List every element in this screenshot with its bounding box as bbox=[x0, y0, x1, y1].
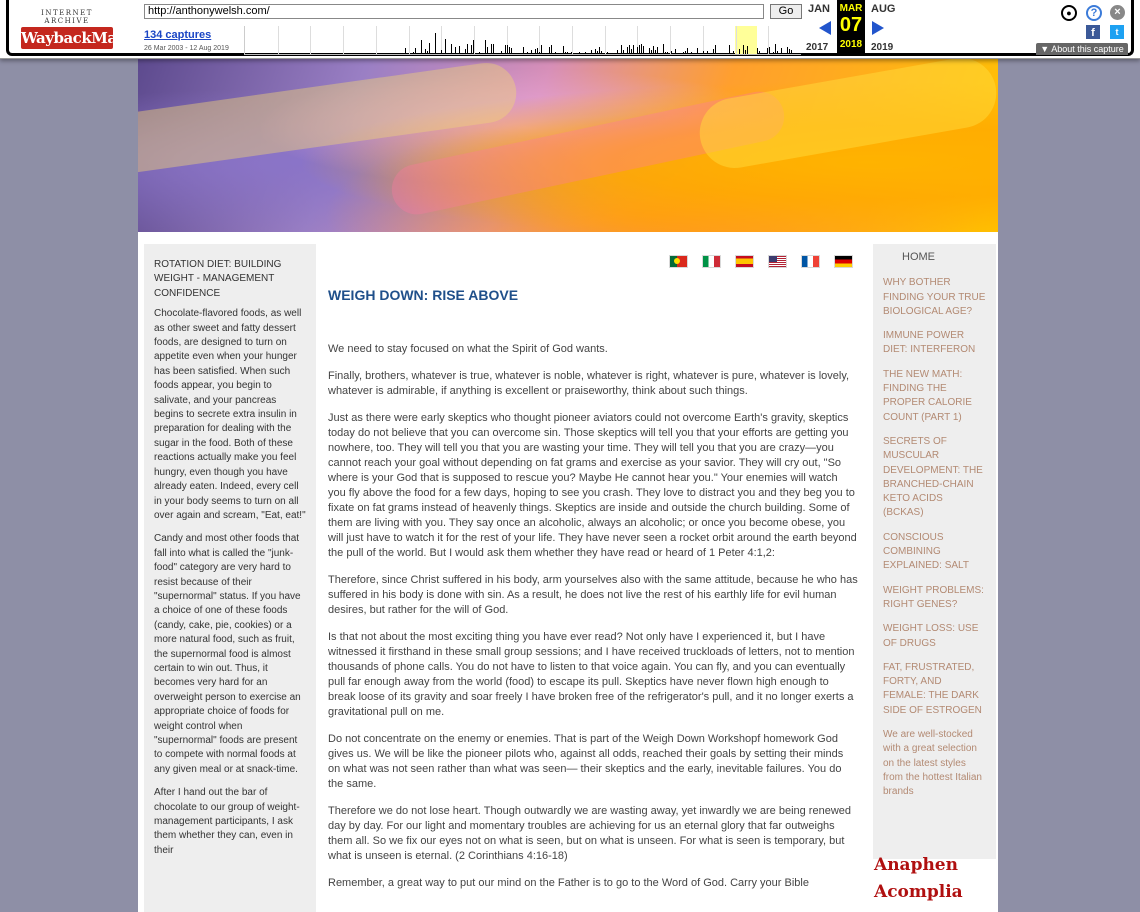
sidebar-article-link[interactable]: IMMUNE POWER DIET: INTERFERON bbox=[883, 330, 976, 356]
sparkline-capture-tick bbox=[775, 44, 776, 54]
sparkline-capture-tick bbox=[491, 44, 492, 54]
article-paragraph: We need to stay focused on what the Spirit of God wants. bbox=[328, 343, 608, 355]
sparkline-capture-tick bbox=[691, 52, 692, 54]
sparkline-capture-tick bbox=[663, 44, 664, 54]
sparkline-capture-tick bbox=[643, 46, 644, 54]
sparkline-capture-tick bbox=[565, 52, 566, 54]
sparkline-capture-tick bbox=[493, 44, 494, 54]
article-paragraph: Just as there were early skeptics who thought pioneer aviators could not overcome Earth's gravity, skeptics today do not believe that you can overcome sin. Those skeptics will tell you that your efforts are getting you nowhere, too. They will tell you that you are wasting your time. They will tell you that you are crazy—you cannot reach your goal without depending on fat grams and exercise as your savior. They will cry out, "So where is your God that is supposed to rescue you? Maybe He cannot hear you." Your enemies will watch you fly above the food for a few days, hoping to see you crash. They love to distract you and they beg you to fixate on fat grams instead of heavenly things. Skeptics are inside and outside the church building. Some of them are living with you. They say once an alcoholic, always an alcoholic; or once you become obese, you will just have to watch it for the rest of your life. They have never seen a rocket orbit around the earth beyond the pull of the world. But I would ask them whether they have read or heard of 1 Peter 4:1,2: bbox=[328, 412, 857, 559]
sparkline-capture-tick bbox=[471, 45, 472, 54]
sparkline-year-divider bbox=[670, 26, 671, 54]
sparkline-capture-tick bbox=[427, 51, 428, 54]
sparkline-capture-tick bbox=[667, 52, 668, 54]
sparkline-year-divider bbox=[343, 26, 344, 54]
sparkline-capture-tick bbox=[555, 52, 556, 54]
spain-flag-icon[interactable] bbox=[736, 256, 753, 267]
sidebar-article-link[interactable]: SECRETS OF MUSCULAR DEVELOPMENT: THE BRANCHED-CHAIN KETO ACIDS (BCKAS) bbox=[883, 435, 983, 519]
article-paragraph: Is that not about the most exciting thing you have ever read? Not only have I experienced it, but I have witnessed it firsthand in these small group sessions; and I have received truckloads of letters, not to mention thousands of phone calls. You do not have to listen to that voice again. You can fly, and you can eventually pull far enough away from the world (food) to escape its pull. Skeptics have never flown high enough to break loose of its gravity and soar freely I have broken free of the refrigerator's pull, and it no longer exerts a gravitational pull on me. bbox=[328, 631, 855, 718]
sparkline-capture-tick bbox=[769, 47, 770, 54]
portugal-flag-icon[interactable] bbox=[670, 256, 687, 267]
sparkline-capture-tick bbox=[441, 50, 442, 54]
sidebar-article-link[interactable]: CONSCIOUS COMBINING EXPLAINED: SALT bbox=[883, 531, 969, 572]
sparkline-capture-tick bbox=[459, 46, 460, 54]
sparkline-capture-tick bbox=[683, 52, 684, 54]
about-capture-button[interactable]: ▼ About this capture bbox=[1036, 43, 1128, 55]
sparkline-capture-tick bbox=[571, 52, 572, 54]
sparkline-capture-tick bbox=[685, 51, 686, 54]
sparkline-capture-tick bbox=[777, 51, 778, 54]
sparkline-year-divider bbox=[572, 26, 573, 54]
sparkline-capture-tick bbox=[633, 45, 634, 54]
article-paragraph: Do not concentrate on the enemy or enemies. That is part of the Weigh Down Workshopf homework God gives us. We will be like the pioneer pilots who, against all odds, reached their goals by setting their minds on what was not seen rather than what was seen— their skeptics and the early, inevitable failures. You do the same. bbox=[328, 733, 844, 790]
sparkline-capture-tick bbox=[511, 48, 512, 54]
sparkline-capture-tick bbox=[435, 33, 436, 54]
wayback-go-button[interactable]: Go bbox=[770, 4, 802, 19]
sparkline-capture-tick bbox=[487, 47, 488, 54]
sparkline-capture-tick bbox=[623, 50, 624, 54]
archived-page bbox=[138, 58, 998, 912]
language-flags bbox=[657, 254, 852, 269]
sparkline-capture-tick bbox=[535, 49, 536, 54]
left-sidebar-paragraph: Candy and most other foods that fall into what is called the "junk-food" category are very hard to resist because of their "supernormal" status. If you have a choice of one of these foods (candy, cake, pie, cookies) or a more natural food, such as fruit, the supernormal food is almost certain to win out. Thus, it becomes very hard for an overweight person to exercise an appropriate choice of foods for weight control when "supernormal" foods are present to compete with normal foods at any given meal or at snack-time. bbox=[154, 533, 301, 775]
sparkline-capture-tick bbox=[767, 48, 768, 54]
sparkline-capture-tick bbox=[743, 45, 744, 54]
brand-link-acomplia[interactable]: Acomplia bbox=[874, 882, 963, 902]
sparkline-capture-tick bbox=[641, 44, 642, 54]
france-flag-icon[interactable] bbox=[802, 256, 819, 267]
sparkline-year-divider bbox=[736, 26, 737, 54]
sparkline-capture-tick bbox=[455, 47, 456, 54]
sparkline-capture-tick bbox=[649, 48, 650, 54]
article-paragraph: Therefore we do not lose heart. Though outwardly we are wasting away, yet inwardly we are being renewed day by day. For our light and momentary troubles are achieving for us an eternal glory that far outweighs them all. So we fix our eyes not on what is seen, but on what is unseen. For what is seen is temporary, but what is unseen is eternal. (2 Corinthians 4:16-18) bbox=[328, 805, 851, 862]
sparkline-capture-tick bbox=[509, 47, 510, 54]
sparkline-capture-tick bbox=[671, 51, 672, 54]
sidebar-article-link[interactable]: WHY BOTHER FINDING YOUR TRUE BIOLOGICAL AGE? bbox=[883, 277, 986, 317]
wayback-current-capture bbox=[837, 0, 865, 56]
sparkline-capture-tick bbox=[539, 52, 540, 54]
sparkline-capture-tick bbox=[651, 50, 652, 54]
wayback-cur-month: MAR bbox=[839, 3, 863, 14]
sparkline-capture-tick bbox=[665, 52, 666, 54]
close-icon[interactable]: × bbox=[1110, 5, 1125, 20]
sparkline-capture-tick bbox=[523, 47, 524, 54]
help-icon[interactable]: ? bbox=[1086, 5, 1102, 21]
sparkline-capture-tick bbox=[507, 45, 508, 54]
sparkline-capture-tick bbox=[657, 47, 658, 54]
wayback-captures-link[interactable]: 134 captures bbox=[144, 29, 212, 41]
wayback-next-arrow-icon[interactable] bbox=[872, 21, 884, 35]
left-sidebar-paragraph: After I hand out the bar of chocolate to our group of weight-management participants, I ask them whether they can, even in their bbox=[154, 787, 300, 856]
sparkline-capture-tick bbox=[745, 50, 746, 54]
left-sidebar bbox=[144, 244, 316, 912]
wayback-cur-year: 2018 bbox=[839, 39, 863, 50]
article-paragraph: Therefore, since Christ suffered in his body, arm yourselves also with the same attitude, because he who has suffered in his body is done with sin. As a result, he does not live the rest of his earthly life for evil human desires, but rather for the will of God. bbox=[328, 574, 858, 616]
sparkline-capture-tick bbox=[597, 51, 598, 54]
sparkline-capture-tick bbox=[729, 45, 730, 54]
wayback-cur-day: 07 bbox=[839, 14, 863, 36]
sparkline-capture-tick bbox=[595, 49, 596, 54]
sparkline-capture-tick bbox=[621, 45, 622, 54]
sparkline-year-divider bbox=[278, 26, 279, 54]
sidebar-article-link[interactable]: WEIGHT PROBLEMS: RIGHT GENES? bbox=[883, 584, 984, 610]
sparkline-capture-tick bbox=[637, 47, 638, 54]
sparkline-capture-tick bbox=[713, 49, 714, 54]
sparkline-capture-tick bbox=[707, 51, 708, 54]
sidebar-article-link[interactable]: WEIGHT LOSS: USE OF DRUGS bbox=[883, 623, 979, 649]
sparkline-year-divider bbox=[409, 26, 410, 54]
wayback-toolbar bbox=[0, 0, 1140, 59]
sparkline-capture-tick bbox=[405, 48, 406, 54]
about-capture-label: About this capture bbox=[1051, 44, 1124, 54]
sparkline-capture-tick bbox=[675, 49, 676, 54]
sparkline-capture-tick bbox=[567, 52, 568, 54]
sparkline-capture-tick bbox=[715, 45, 716, 54]
sparkline-capture-tick bbox=[549, 47, 550, 54]
sparkline-capture-tick bbox=[617, 50, 618, 54]
sparkline-capture-tick bbox=[627, 47, 628, 54]
sparkline-capture-tick bbox=[421, 40, 422, 54]
sparkline-capture-tick bbox=[653, 46, 654, 54]
sparkline-year-divider bbox=[376, 26, 377, 54]
sparkline-year-divider bbox=[474, 26, 475, 54]
right-sidebar bbox=[873, 244, 996, 859]
sparkline-capture-tick bbox=[739, 49, 740, 54]
header-banner-image bbox=[138, 58, 998, 232]
wayback-sparkline[interactable] bbox=[244, 26, 801, 55]
sparkline-capture-tick bbox=[505, 45, 506, 54]
germany-flag-icon[interactable] bbox=[835, 256, 852, 267]
sparkline-capture-tick bbox=[551, 45, 552, 54]
sparkline-year-divider bbox=[605, 26, 606, 54]
wayback-prev-year[interactable]: 2017 bbox=[806, 42, 829, 53]
sparkline-capture-tick bbox=[787, 47, 788, 54]
sparkline-capture-tick bbox=[501, 51, 502, 54]
sparkline-capture-tick bbox=[585, 52, 586, 54]
sparkline-capture-tick bbox=[591, 50, 592, 54]
sparkline-capture-tick bbox=[537, 48, 538, 54]
article-paragraph: Finally, brothers, whatever is true, whatever is noble, whatever is right, whatever is pure, whatever is lovely, whatever is admirable, if anything is excellent or praiseworthy, think about such things. bbox=[328, 370, 850, 397]
sidebar-promo-text: We are well-stocked with a great selection on the latest styles from the hottest Italian brands bbox=[883, 729, 982, 798]
sparkline-capture-tick bbox=[733, 51, 734, 54]
sparkline-capture-tick bbox=[531, 50, 532, 54]
sparkline-capture-tick bbox=[697, 48, 698, 54]
wayback-logo-main: WaybackMachine bbox=[21, 29, 161, 47]
article-paragraph: Remember, a great way to put our mind on the Father is to go to the Word of God. Carry your Bible bbox=[328, 877, 809, 889]
user-icon[interactable]: ● bbox=[1061, 5, 1077, 21]
sidebar-article-link[interactable]: THE NEW MATH: FINDING THE PROPER CALORIE COUNT (PART 1) bbox=[883, 368, 972, 423]
sparkline-capture-tick bbox=[429, 43, 430, 54]
nav-home-link[interactable]: HOME bbox=[902, 251, 935, 263]
sparkline-capture-tick bbox=[601, 51, 602, 54]
sparkline-capture-tick bbox=[451, 44, 452, 54]
sparkline-capture-tick bbox=[413, 52, 414, 54]
sparkline-capture-tick bbox=[527, 52, 528, 54]
wayback-logo-top: INTERNET ARCHIVE bbox=[41, 9, 93, 25]
main-content bbox=[328, 244, 858, 912]
sparkline-capture-tick bbox=[687, 48, 688, 54]
sparkline-capture-tick bbox=[467, 44, 468, 54]
sparkline-capture-tick bbox=[599, 47, 600, 54]
sparkline-capture-tick bbox=[425, 49, 426, 54]
sparkline-capture-tick bbox=[655, 50, 656, 54]
sparkline-capture-tick bbox=[465, 49, 466, 54]
italy-flag-icon[interactable] bbox=[703, 256, 720, 267]
sparkline-capture-tick bbox=[781, 48, 782, 54]
sparkline-year-divider bbox=[310, 26, 311, 54]
sparkline-capture-tick bbox=[541, 45, 542, 54]
sparkline-capture-tick bbox=[759, 51, 760, 54]
wayback-next-year[interactable]: 2019 bbox=[871, 42, 894, 53]
wayback-date-range: 26 Mar 2003 - 12 Aug 2019 bbox=[144, 45, 229, 52]
sidebar-article-link[interactable]: FAT, FRUSTRATED, FORTY, AND FEMALE: THE DARK SIDE OF ESTROGEN bbox=[883, 661, 982, 716]
wayback-logo[interactable] bbox=[18, 7, 161, 47]
sparkline-capture-tick bbox=[639, 45, 640, 54]
usa-flag-icon[interactable] bbox=[769, 256, 786, 267]
facebook-icon[interactable]: f bbox=[1086, 25, 1100, 39]
sparkline-capture-tick bbox=[791, 50, 792, 54]
article-title: WEIGH DOWN: RISE ABOVE bbox=[328, 287, 519, 303]
sparkline-capture-tick bbox=[629, 45, 630, 54]
sparkline-year-divider bbox=[703, 26, 704, 54]
twitter-icon[interactable]: t bbox=[1110, 25, 1124, 39]
article-body bbox=[328, 342, 858, 903]
wayback-url-input[interactable]: http://anthonywelsh.com/ bbox=[144, 4, 764, 19]
sparkline-capture-tick bbox=[757, 48, 758, 54]
sparkline-capture-tick bbox=[607, 52, 608, 54]
wayback-prev-arrow-icon[interactable] bbox=[819, 21, 831, 35]
sparkline-capture-tick bbox=[789, 49, 790, 54]
sparkline-capture-tick bbox=[445, 39, 446, 54]
wayback-next-month[interactable]: AUG bbox=[871, 3, 896, 15]
sparkline-capture-tick bbox=[773, 52, 774, 54]
sparkline-capture-tick bbox=[703, 51, 704, 54]
sparkline-capture-tick bbox=[415, 48, 416, 54]
sparkline-capture-tick bbox=[473, 40, 474, 54]
sparkline-capture-tick bbox=[485, 40, 486, 54]
left-sidebar-title: ROTATION DIET: BUILDING WEIGHT - MANAGEMENT CONFIDENCE bbox=[154, 259, 282, 299]
sparkline-capture-tick bbox=[579, 52, 580, 54]
brand-link-anaphen[interactable]: Anaphen bbox=[874, 855, 958, 875]
sparkline-capture-tick bbox=[563, 46, 564, 54]
wayback-prev-month[interactable]: JAN bbox=[808, 3, 831, 15]
sparkline-capture-tick bbox=[747, 46, 748, 54]
sparkline-capture-tick bbox=[631, 49, 632, 54]
left-sidebar-paragraph: Chocolate-flavored foods, as well as other sweet and fatty dessert foods, are designed to turn on appetite even when your hunger has been satisfied. When such foods appear, you begin to salivate, and your pancreas begins to secrete extra insulin in preparation for dealing with the sugar in the food. Both of these reactions actually make you feel hungry, even though you have already eaten. Indeed, every cell in your body seems to turn on all over again and scream, "Eat, eat!" bbox=[154, 308, 306, 521]
sparkline-capture-tick bbox=[479, 52, 480, 54]
